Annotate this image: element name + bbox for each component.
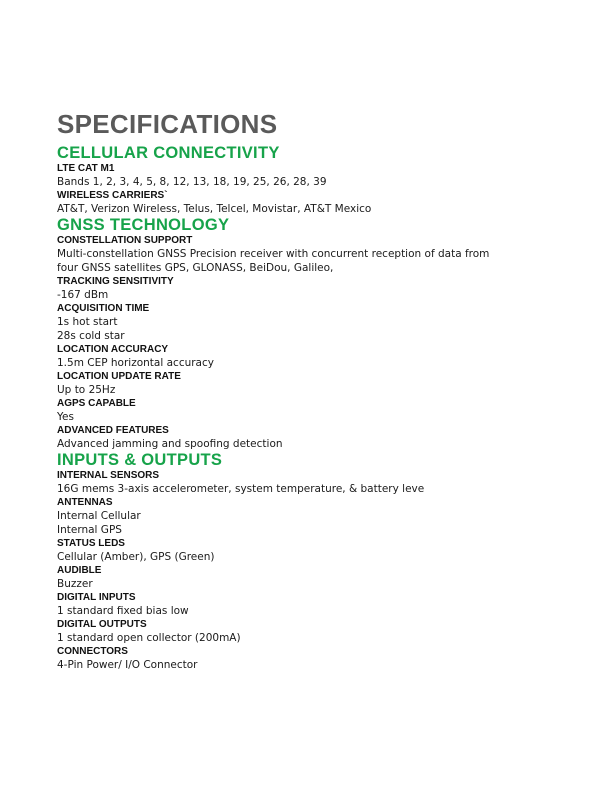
spec-label: CONSTELLATION SUPPORT (57, 235, 193, 246)
spec-value-line: 28s cold star (57, 330, 125, 342)
spec-label: TRACKING SENSITIVITY (57, 276, 174, 287)
spec-value (57, 509, 577, 537)
spec-section (57, 451, 577, 672)
spec-label: ADVANCED FEATURES (57, 425, 169, 436)
spec-label: STATUS LEDS (57, 538, 125, 549)
spec-value (57, 247, 577, 275)
spec-value (57, 482, 577, 496)
spec-section (57, 216, 577, 451)
spec-value-line: 1s hot start (57, 316, 118, 328)
spec-value-line: Bands 1, 2, 3, 4, 5, 8, 12, 13, 18, 19, 25, 26, 28, 39 (57, 176, 327, 188)
spec-value (57, 550, 577, 564)
spec-value-line: 4-Pin Power/ I/O Connector (57, 659, 198, 671)
spec-value (57, 604, 577, 618)
spec-value-line: 1 standard open collector (200mA) (57, 632, 241, 644)
spec-label: ACQUISITION TIME (57, 303, 150, 314)
spec-value-line: Yes (57, 411, 74, 423)
spec-value-line: Up to 25Hz (57, 384, 116, 396)
spec-value-line: Advanced jamming and spoofing detection (57, 438, 283, 450)
spec-value (57, 175, 577, 189)
section-heading: GNSS TECHNOLOGY (57, 216, 230, 234)
spec-value-line: Cellular (Amber), GPS (Green) (57, 551, 215, 563)
spec-sections (57, 144, 577, 672)
spec-value (57, 437, 577, 451)
spec-label: LOCATION UPDATE RATE (57, 371, 181, 382)
spec-label: AUDIBLE (57, 565, 102, 576)
spec-value-line: Internal Cellular (57, 510, 141, 522)
spec-value (57, 288, 577, 302)
spec-value-line: 1.5m CEP horizontal accuracy (57, 357, 214, 369)
spec-value-line: -167 dBm (57, 289, 109, 301)
section-heading: INPUTS & OUTPUTS (57, 451, 223, 469)
spec-value (57, 410, 577, 424)
spec-label: DIGITAL INPUTS (57, 592, 136, 603)
spec-value (57, 631, 577, 645)
spec-value (57, 356, 577, 370)
spec-value (57, 383, 577, 397)
spec-sheet (57, 108, 577, 672)
spec-value-line: Internal GPS (57, 524, 122, 536)
spec-value (57, 315, 577, 343)
spec-section (57, 144, 577, 216)
spec-label: LTE CAT M1 (57, 163, 115, 174)
spec-label: LOCATION ACCURACY (57, 344, 169, 355)
spec-value-line: four GNSS satellites GPS, GLONASS, BeiDou, Galileo, (57, 262, 334, 274)
page-title: SPECIFICATIONS (57, 109, 278, 139)
spec-label: INTERNAL SENSORS (57, 470, 160, 481)
spec-value-line: Multi-constellation GNSS Precision receiver with concurrent reception of data from (57, 248, 490, 260)
spec-value-line: Buzzer (57, 578, 93, 590)
spec-value (57, 658, 577, 672)
spec-label: ANTENNAS (57, 497, 113, 508)
spec-label: DIGITAL OUTPUTS (57, 619, 147, 630)
spec-value-line: AT&T, Verizon Wireless, Telus, Telcel, Movistar, AT&T Mexico (57, 203, 372, 215)
section-heading: CELLULAR CONNECTIVITY (57, 144, 280, 162)
spec-value-line: 1 standard fixed bias low (57, 605, 189, 617)
spec-label: WIRELESS CARRIERS` (57, 190, 168, 201)
spec-value (57, 577, 577, 591)
spec-label: AGPS CAPABLE (57, 398, 136, 409)
spec-value (57, 202, 577, 216)
spec-value-line: 16G mems 3-axis accelerometer, system temperature, & battery leve (57, 483, 425, 495)
spec-label: CONNECTORS (57, 646, 128, 657)
